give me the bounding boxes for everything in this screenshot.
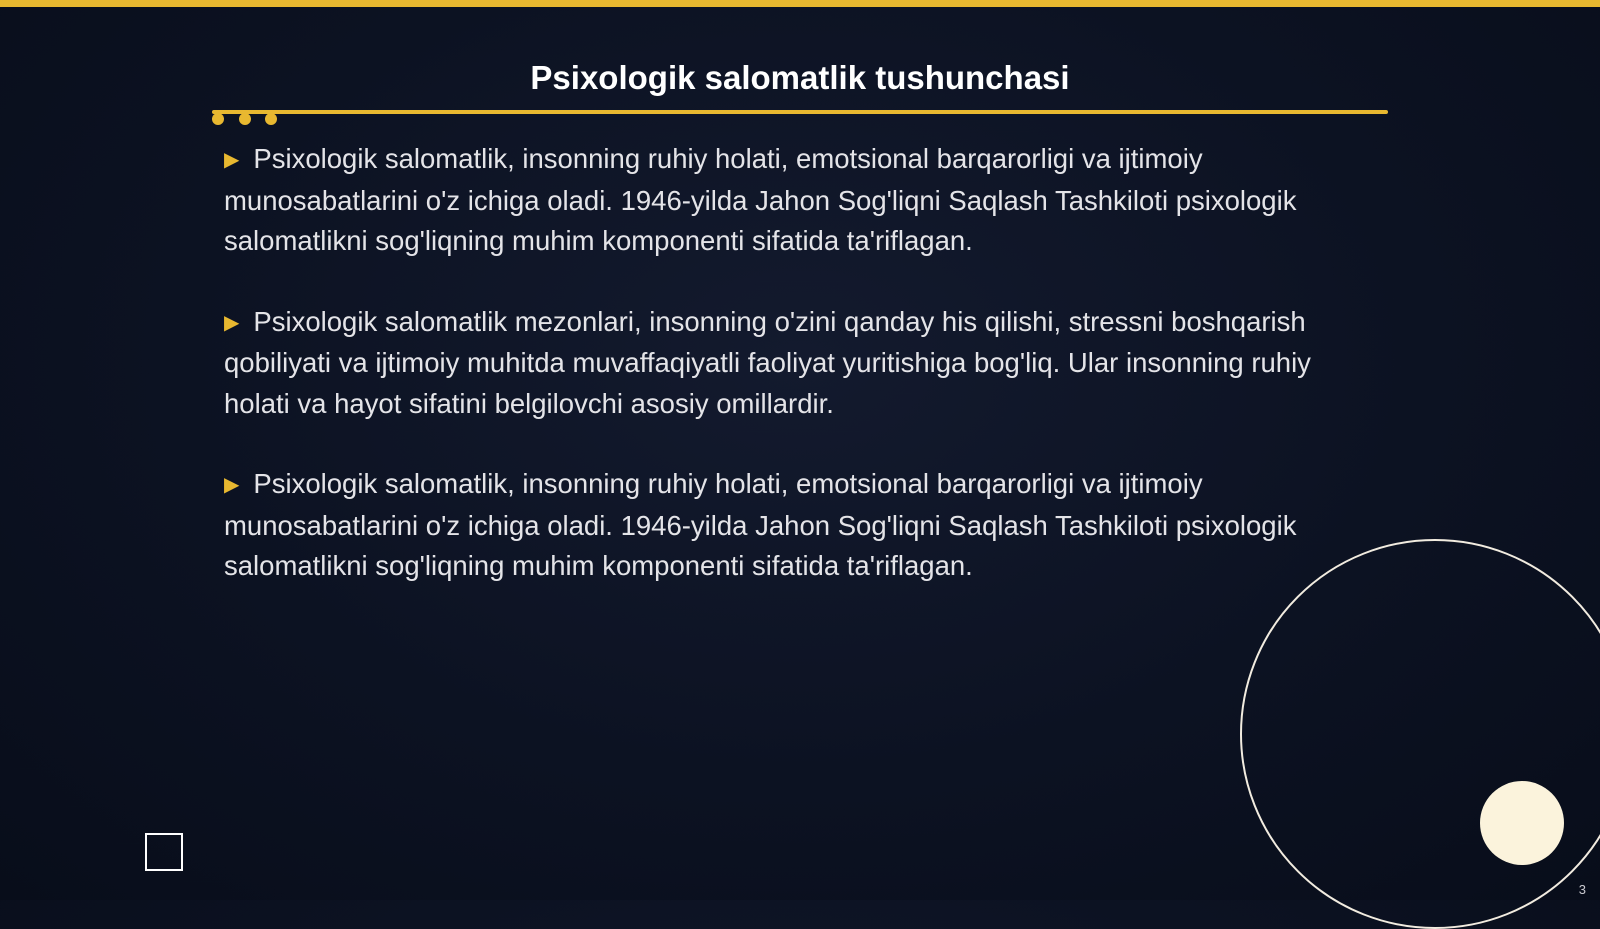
underline-dot: [265, 113, 277, 125]
decorative-square: [145, 833, 183, 871]
triangle-right-icon: ▶: [224, 149, 240, 171]
bullet-text: Psixologik salomatlik, insonning ruhiy holati, emotsional barqarorligi va ijtimoiy munosabatlarini o'z ichiga oladi. 1946-yilda Jahon Sog'liqni Saqlash Tashkiloti psixologik salomatlikni sog'liqning muhim komponenti sifatida ta'riflagan.: [224, 143, 1297, 256]
bullet-item: [224, 139, 1364, 262]
underline-dot: [239, 113, 251, 125]
bullet-list: [224, 139, 1364, 627]
slide-title: Psixologik salomatlik tushunchasi: [530, 59, 1070, 96]
bullet-item: [224, 302, 1364, 425]
title-underline: [212, 110, 1388, 114]
page-number: 3: [1578, 882, 1586, 897]
underline-dot: [212, 113, 224, 125]
decorative-disc: [1480, 781, 1564, 865]
triangle-right-icon: ▶: [224, 474, 240, 496]
bullet-text: Psixologik salomatlik mezonlari, insonning o'zini qanday his qilishi, stressni boshqarish qobiliyati va ijtimoiy muhitda muvaffaqiyatli faoliyat yuritishiga bog'liq. Ular insonning ruhiy holati va hayot sifatini belgilovchi asosiy omillardir.: [224, 305, 1311, 419]
bullet-item: [224, 464, 1364, 587]
bullet-text: Psixologik salomatlik, insonning ruhiy holati, emotsional barqarorligi va ijtimoiy munosabatlarini o'z ichiga oladi. 1946-yilda Jahon Sog'liqni Saqlash Tashkiloti psixologik salomatlikni sog'liqning muhim komponenti sifatida ta'riflagan.: [224, 468, 1297, 581]
top-accent-bar: [0, 0, 1600, 7]
triangle-right-icon: ▶: [224, 311, 240, 334]
decorative-ring: [1240, 539, 1600, 929]
